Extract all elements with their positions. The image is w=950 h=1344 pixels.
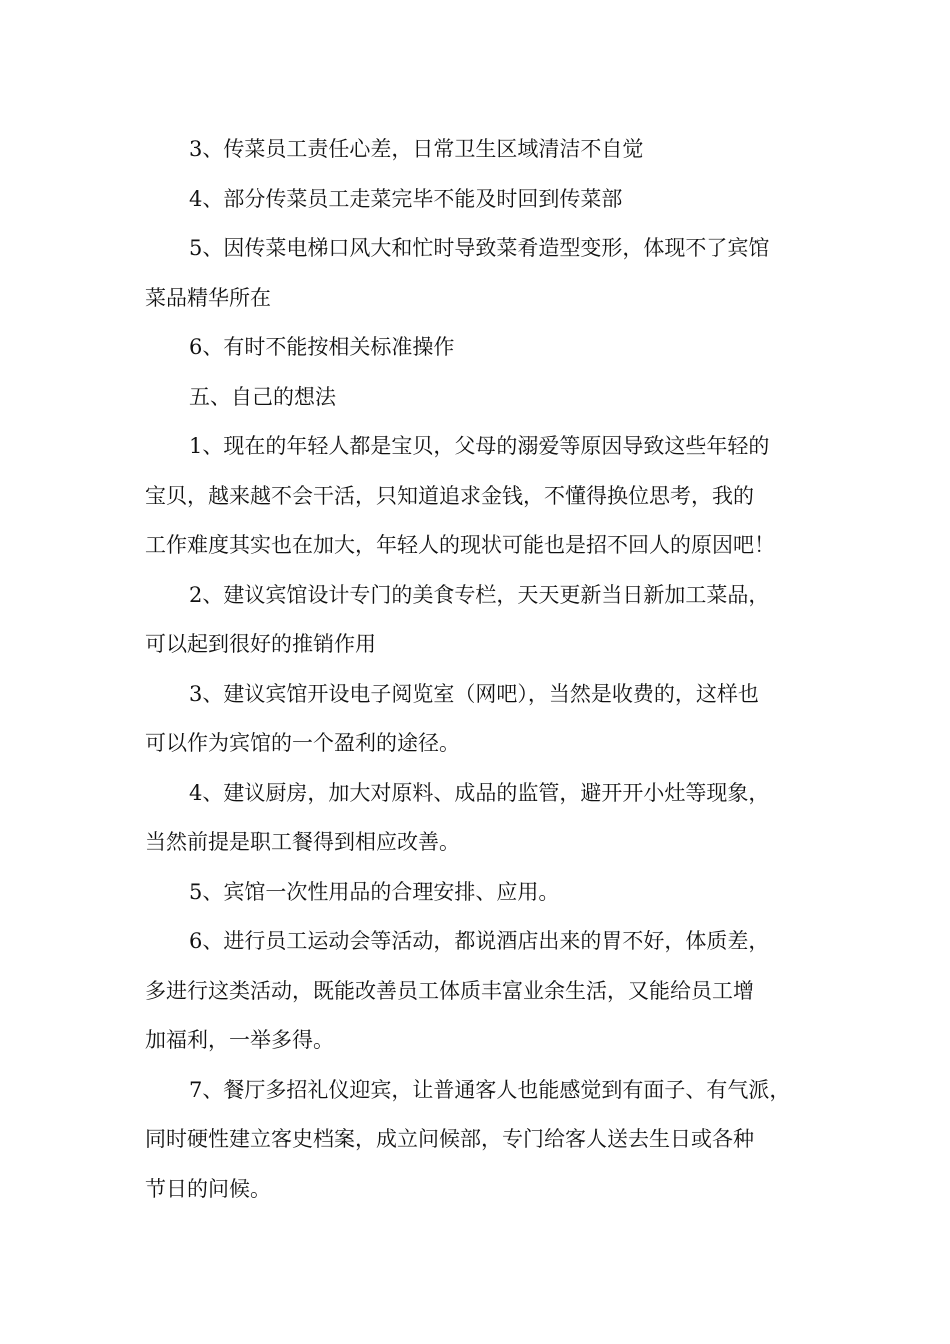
paragraph: [145, 422, 810, 571]
text-line: 4、部分传菜员工走菜完毕不能及时回到传菜部: [189, 186, 623, 211]
text-line: 五、自己的想法: [189, 384, 336, 409]
paragraph: [145, 323, 810, 373]
text-line: 3、建议宾馆开设电子阅览室（网吧），当然是收费的，这样也: [189, 681, 759, 706]
section-heading: [145, 373, 810, 423]
paragraph: [145, 125, 810, 175]
text-line: 5、因传菜电梯口风大和忙时导致菜肴造型变形，体现不了宾馆: [189, 236, 770, 260]
text-line: 宝贝，越来越不会干活，只知道追求金钱，不懂得换位思考，我的: [145, 483, 754, 508]
text-line: 节日的问候。: [145, 1176, 271, 1201]
paragraph: [145, 917, 810, 1066]
text-line: 工作难度其实也在加大，年轻人的现状可能也是招不回人的原因吧！: [145, 533, 775, 557]
paragraph: [145, 769, 810, 868]
paragraph: [145, 175, 810, 225]
text-line: 2、建议宾馆设计专门的美食专栏，天天更新当日新加工菜品，: [189, 582, 770, 607]
paragraph: [145, 868, 810, 918]
paragraph: [145, 224, 810, 323]
text-line: 菜品精华所在: [145, 285, 271, 310]
text-line: 5、宾馆一次性用品的合理安排、应用。: [189, 879, 560, 904]
document-body: [145, 125, 810, 1214]
text-line: 3、传菜员工责任心差，日常卫生区域清洁不自觉: [189, 137, 644, 161]
text-line: 可以作为宾馆的一个盈利的途径。: [145, 731, 460, 755]
paragraph: [145, 670, 810, 769]
text-line: 加福利，一举多得。: [145, 1028, 334, 1052]
text-line: 7、餐厅多招礼仪迎宾，让普通客人也能感觉到有面子、有气派，: [189, 1077, 791, 1102]
text-line: 可以起到很好的推销作用: [145, 632, 376, 656]
paragraph: [145, 1066, 810, 1215]
text-line: 多进行这类活动，既能改善员工体质丰富业余生活，又能给员工增: [145, 978, 754, 1003]
text-line: 6、进行员工运动会等活动，都说酒店出来的胃不好，体质差，: [189, 929, 770, 953]
text-line: 1、现在的年轻人都是宝贝，父母的溺爱等原因导致这些年轻的: [189, 434, 770, 458]
text-line: 4、建议厨房，加大对原料、成品的监管，避开开小灶等现象，: [189, 780, 770, 805]
text-line: 同时硬性建立客史档案，成立问候部，专门给客人送去生日或各种: [145, 1127, 754, 1151]
paragraph: [145, 571, 810, 670]
text-line: 当然前提是职工餐得到相应改善。: [145, 830, 460, 854]
text-line: 6、有时不能按相关标准操作: [189, 335, 455, 359]
